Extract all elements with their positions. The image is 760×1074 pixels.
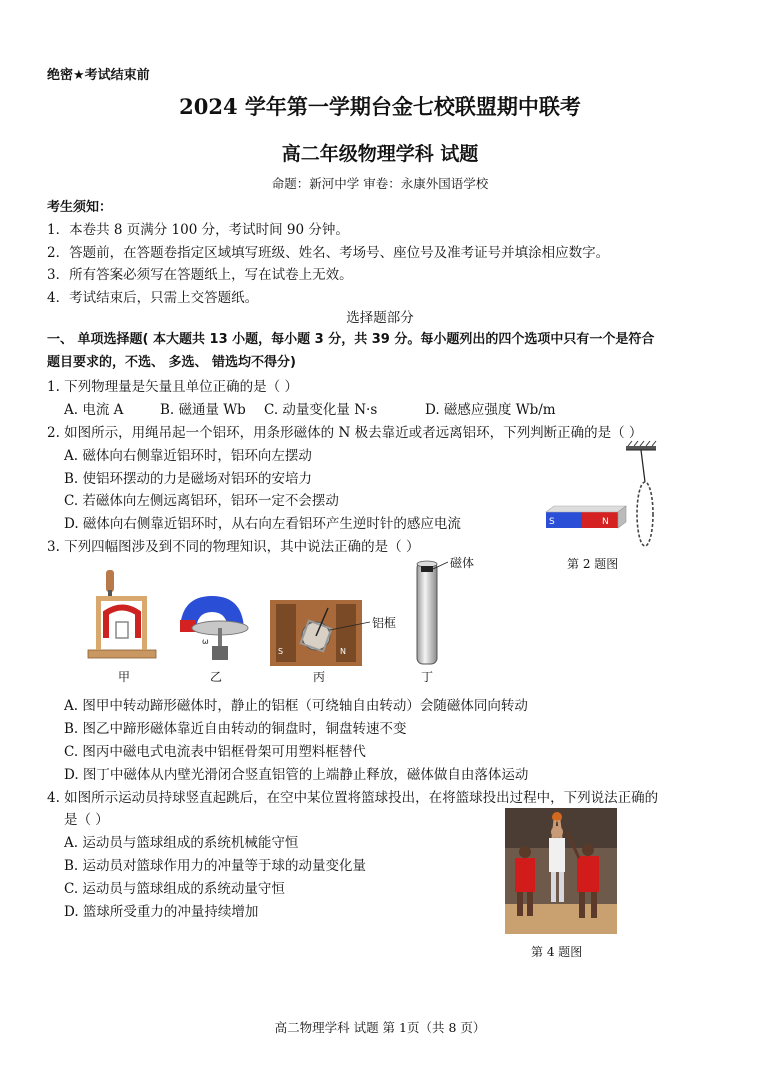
aluminum-tube — [417, 562, 437, 664]
q3-caption-bing: 丙 — [313, 670, 326, 684]
q2-option-d: D. 磁体向右侧靠近铝环时，从右向左看铝环产生逆时针的感应电流 — [64, 516, 461, 532]
q3-option-c: C. 图丙中磁电式电流表中铝框骨架可用塑料框替代 — [64, 744, 366, 760]
q3-option-a: A. 图甲中转动蹄形磁体时，静止的铝框（可绕轴自由转动）会随磁体同向转动 — [64, 698, 528, 714]
disk-stand — [212, 646, 228, 660]
q3-figure-bing — [270, 600, 366, 666]
q3-figure-ding — [412, 560, 442, 668]
section-heading: 一、 单项选择题( 本大题共 13 小题，每小题 3 分，共 39 分。每小题列出的四个选项中只有一个是符合 — [47, 332, 655, 347]
exam-title: 2024 学年第一学期台金七校联盟期中联考 — [179, 94, 581, 119]
q4-caption: 第 4 题图 — [531, 945, 583, 959]
exam-subtitle: 高二年级物理学科 试题 — [281, 143, 479, 165]
q1-option-d: D. 磁感应强度 Wb/m — [425, 402, 556, 418]
q4-stem: 4. 如图所示运动员持球竖直起跳后，在空中某位置将篮球投出，在将篮球投出过程中，下列说法正确的 — [47, 790, 659, 806]
q1-stem: 1. 下列物理量是矢量且单位正确的是（ ） — [47, 379, 298, 395]
notice-item: 1．本卷共 8 页满分 100 分，考试时间 90 分钟。 — [47, 222, 349, 238]
q2-option-b: B. 使铝环摆动的力是磁场对铝环的安培力 — [64, 471, 313, 487]
q4-basketball-photo — [505, 808, 617, 934]
q2-caption: 第 2 题图 — [567, 557, 619, 571]
q1-option-c: C. 动量变化量 N·s — [264, 402, 378, 418]
confidential-mark: 绝密★考试结束前 — [47, 68, 150, 83]
q3-option-d: D. 图丁中磁体从内壁光滑闭合竖直铝管的上端静止释放，磁体做自由落体运动 — [64, 767, 529, 783]
defender-left — [515, 858, 535, 892]
part-title: 选择题部分 — [346, 310, 414, 326]
magnet-label-n: N — [602, 517, 609, 527]
section-heading-cont: 题目要求的，不选、 多选、 错选均不得分) — [47, 355, 296, 370]
q3-caption-jia: 甲 — [118, 670, 131, 684]
q3-figure-yi — [172, 592, 256, 664]
q1-option-b: B. 磁通量 Wb — [160, 402, 246, 418]
magnet-label: 磁体 — [450, 556, 475, 570]
ceiling-mount — [626, 446, 656, 450]
frame-label: 铝框 — [372, 616, 397, 630]
q4-stem-cont: 是（ ） — [64, 812, 109, 828]
notice-item: 4．考试结束后，只需上交答题纸。 — [47, 290, 259, 306]
q3-caption-ding: 丁 — [421, 670, 434, 684]
magnet-label-s: S — [549, 517, 555, 527]
base — [88, 650, 156, 658]
magnet-n-pole — [582, 512, 618, 528]
meter-label-s: S — [278, 647, 284, 656]
author-line: 命题：新河中学 审卷：永康外国语学校 — [271, 176, 489, 191]
q1-option-a: A. 电流 A — [64, 402, 124, 418]
notice-item: 3．所有答案必须写在答题纸上，写在试卷上无效。 — [47, 267, 353, 283]
notice-item: 2．答题前，在答题卷指定区域填写班级、姓名、考场号、座位号及准考证号并填涂相应数字。 — [47, 245, 610, 261]
q3-figure-jia — [86, 568, 158, 664]
string — [641, 450, 645, 482]
q4-option-c: C. 运动员与篮球组成的系统动量守恒 — [64, 881, 285, 897]
q4-option-b: B. 运动员对篮球作用力的冲量等于球的动量变化量 — [64, 858, 367, 874]
q3-option-b: B. 图乙中蹄形磁体靠近自由转动的铜盘时，铜盘转速不变 — [64, 721, 407, 737]
shooter-jersey — [549, 838, 565, 872]
svg-text:ω: ω — [202, 637, 209, 646]
aluminum-frame — [116, 622, 128, 638]
q4-option-d: D. 篮球所受重力的冲量持续增加 — [64, 904, 259, 920]
q2-stem: 2. 如图所示，用绳吊起一个铝环，用条形磁体的 N 极去靠近或者远离铝环，下列判断正确的是（ ） — [47, 425, 643, 441]
q2-figure — [540, 440, 670, 560]
ceiling-hatch — [628, 441, 656, 446]
q3-caption-yi: 乙 — [210, 670, 223, 684]
falling-magnet — [421, 566, 433, 572]
q4-option-a: A. 运动员与篮球组成的系统机械能守恒 — [64, 835, 299, 851]
defender-right — [577, 856, 599, 892]
q2-option-a: A. 磁体向右侧靠近铝环时，铝环向左摆动 — [64, 448, 312, 464]
page-footer: 高二物理学科 试题 第 1页（共 8 页） — [274, 1020, 486, 1035]
notice-heading: 考生须知： — [47, 200, 113, 215]
q2-option-c: C. 若磁体向左侧远离铝环，铝环一定不会摆动 — [64, 493, 339, 509]
aluminum-ring — [637, 482, 653, 546]
crank-handle — [106, 570, 114, 592]
q3-stem: 3. 下列四幅图涉及到不同的物理知识，其中说法正确的是（ ） — [47, 539, 420, 555]
meter-label-n: N — [340, 647, 346, 656]
